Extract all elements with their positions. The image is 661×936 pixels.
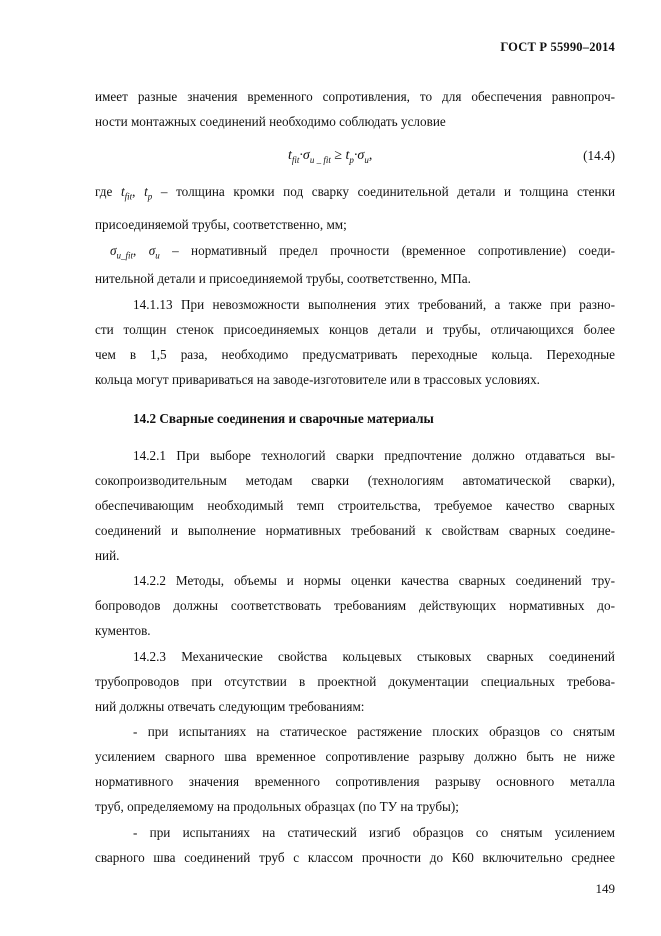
text-line: ности монтажных соединений необходимо соблюдать условие bbox=[95, 114, 446, 129]
text-line: бопроводов должны соответствовать требованиям действующих нормативных до- bbox=[95, 598, 615, 613]
text-line: 14.1.13 При невозможности выполнения этих требований, а также при разно- bbox=[133, 297, 615, 312]
separator: , bbox=[133, 243, 137, 258]
text-line: 14.2.3 Механические свойства кольцевых стыковых сварных соединений bbox=[133, 649, 615, 664]
var-t-fit: $t_{fit}$ bbox=[120, 184, 133, 202]
bullet-line: - при испытаниях на статическое растяжение плоских образцов со снятым bbox=[133, 724, 615, 739]
text-line: 14.2.2 Методы, объемы и нормы оценки качества сварных соединений тру- bbox=[133, 573, 615, 588]
section-heading: 14.2 Сварные соединения и сварочные материалы bbox=[133, 411, 434, 426]
formula-t-fit: t bbox=[288, 148, 292, 163]
text-line: 14.2.1 При выборе технологий сварки предпочтение должно отдаваться вы- bbox=[133, 448, 615, 463]
text-line: нительной детали и присоединяемой трубы, соответственно, МПа. bbox=[95, 271, 471, 286]
formula-t-p: t bbox=[345, 148, 350, 163]
where-line bbox=[95, 185, 615, 202]
formula-sub: u bbox=[364, 154, 369, 165]
text-line: кументов. bbox=[95, 623, 151, 638]
page-number: 149 bbox=[595, 881, 615, 896]
text-line: ний должны отвечать следующим требованиям: bbox=[95, 699, 365, 714]
formula-sub: u _ fit bbox=[309, 154, 331, 165]
text-line: трубопроводов при отсутствии в проектной документации специальных требова- bbox=[95, 674, 615, 689]
text-line: обеспечивающим необходимый темп строительства, требуемое качество сварных bbox=[95, 498, 615, 513]
text-line: соединений и выполнение нормативных требований к свойствам сварных соедине- bbox=[95, 523, 615, 538]
text-line: чем в 1,5 раза, необходимо предусматривать переходные кольца. Переходные bbox=[95, 347, 615, 362]
document-header: ГОСТ Р 55990–2014 bbox=[500, 40, 615, 54]
text-line: имеет разные значения временного сопротивления, то для обеспечения равнопроч- bbox=[95, 89, 615, 104]
text-line: присоединяемой трубы, соответственно, мм; bbox=[95, 217, 347, 232]
text-line: нормативного значения временного сопротивления разрыву основного металла bbox=[95, 774, 615, 789]
text-line: сварного шва соединений труб с классом прочности до К60 включительно среднее bbox=[95, 850, 615, 865]
var-t-p: $t_p$ bbox=[144, 184, 153, 202]
text-line: сти толщин стенок присоединяемых концов детали и трубы, отличающихся более bbox=[95, 322, 615, 337]
var-sigma-fit: $\sigma_{u\_fit}$ bbox=[110, 243, 134, 261]
formula-relation: ≥ bbox=[330, 148, 346, 163]
text-line: труб, определяемому на продольных образцах (по ТУ на трубы); bbox=[95, 799, 459, 814]
where-prefix: где bbox=[95, 184, 113, 199]
formula-tail: , bbox=[368, 148, 373, 163]
text-line: сокопроизводительным методам сварки (технологиям автоматической сварки), bbox=[95, 473, 615, 488]
separator: , bbox=[132, 184, 136, 199]
formula-sigma: ·σ bbox=[299, 148, 310, 163]
formula-sub: p bbox=[349, 154, 354, 165]
where-text: – толщина кромки под сварку соединительной детали и толщина стенки bbox=[152, 184, 615, 199]
formula-14-4 bbox=[288, 148, 372, 165]
text-line: кольца могут привариваться на заводе-изготовителе или в трассовых условиях. bbox=[95, 372, 540, 387]
sigma-line bbox=[110, 244, 615, 261]
bullet-line: - при испытаниях на статический изгиб образцов со снятым усилением bbox=[133, 825, 615, 840]
var-sigma-u: $\sigma_u$ bbox=[148, 243, 160, 261]
sigma-text: – нормативный предел прочности (временное сопротивление) соеди- bbox=[159, 243, 615, 258]
equation-number: (14.4) bbox=[583, 148, 615, 163]
formula-sub: fit bbox=[291, 154, 300, 165]
formula-sigma: ·σ bbox=[353, 148, 365, 163]
text-line: усилением сварного шва временное сопротивление разрыву должно быть не ниже bbox=[95, 749, 615, 764]
text-line: ний. bbox=[95, 548, 120, 563]
